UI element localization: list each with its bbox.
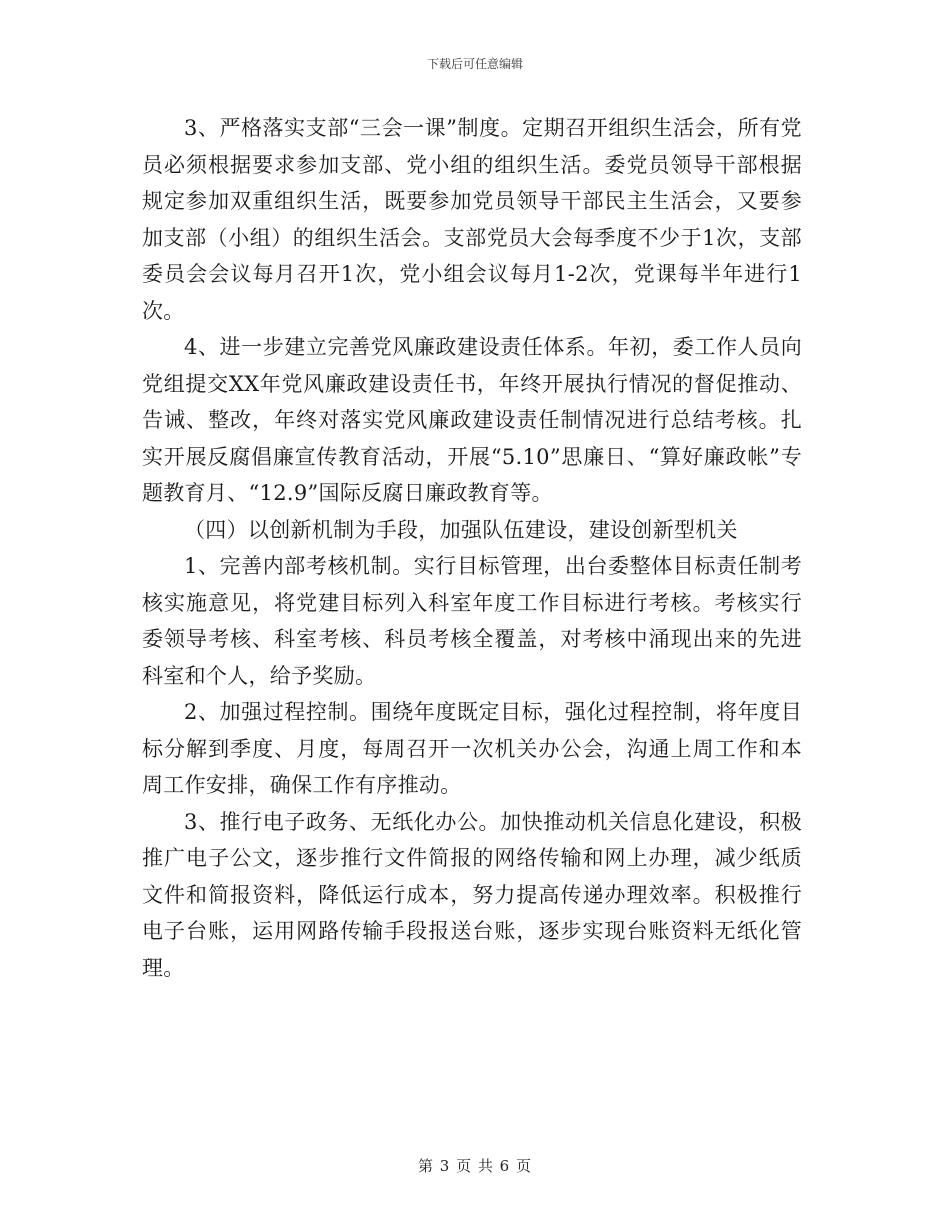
paragraph-4-responsibility-system: 4、进一步建立完善党风廉政建设责任体系。年初，委工作人员向党组提交XX年党风廉政建设责任书，年终开展执行情况的督促推动、告诫、整改，年终对落实党风廉政建设责任制情况进行总结考核。扎实开展反腐倡廉宣传教育活动，开展“5.10”思廉日、“算好廉政帐”专题教育月、“12.9”国际反腐日廉政教育等。 bbox=[142, 335, 802, 505]
paragraph-1-assessment: 1、完善内部考核机制。实行目标管理，出台委整体目标责任制考核实施意见，将党建目标列入科室年度工作目标进行考核。考核实行委领导考核、科室考核、科员考核全覆盖，对考核中涌现出来的先进科室和个人，给予奖励。 bbox=[142, 554, 802, 688]
document-body bbox=[142, 110, 802, 986]
paragraph-3-paperless-office: 3、推行电子政务、无纸化办公。加快推动机关信息化建设，积极推广电子公文，逐步推行文件简报的网络传输和网上办理，减少纸质文件和简报资料，降低运行成本，努力提高传递办理效率。积极推行电子台账，运用网路传输手段报送台账，逐步实现台账资料无纸化管理。 bbox=[142, 809, 802, 980]
section-heading-innovation: （四）以创新机制为手段，加强队伍建设，建设创新型机关 bbox=[184, 517, 738, 542]
paragraph-2-process-control: 2、加强过程控制。围绕年度既定目标，强化过程控制，将年度目标分解到季度、月度，每周召开一次机关办公会，沟通上周工作和本周工作安排，确保工作有序推动。 bbox=[142, 700, 802, 797]
page-number-footer: 第 3 页 共 6 页 bbox=[418, 1157, 532, 1175]
paragraph-3-three-meetings: 3、严格落实支部“三会一课”制度。定期召开组织生活会，所有党员必须根据要求参加支部、党小组的组织生活。委党员领导干部根据规定参加双重组织生活，既要参加党员领导干部民主生活会，又要参加支部（小组）的组织生活会。支部党员大会每季度不少于1次，支部委员会会议每月召开1次，党小组会议每月1-2次，党课每半年进行1次。 bbox=[142, 116, 802, 323]
page-header: 下载后可任意编辑 bbox=[426, 57, 523, 71]
